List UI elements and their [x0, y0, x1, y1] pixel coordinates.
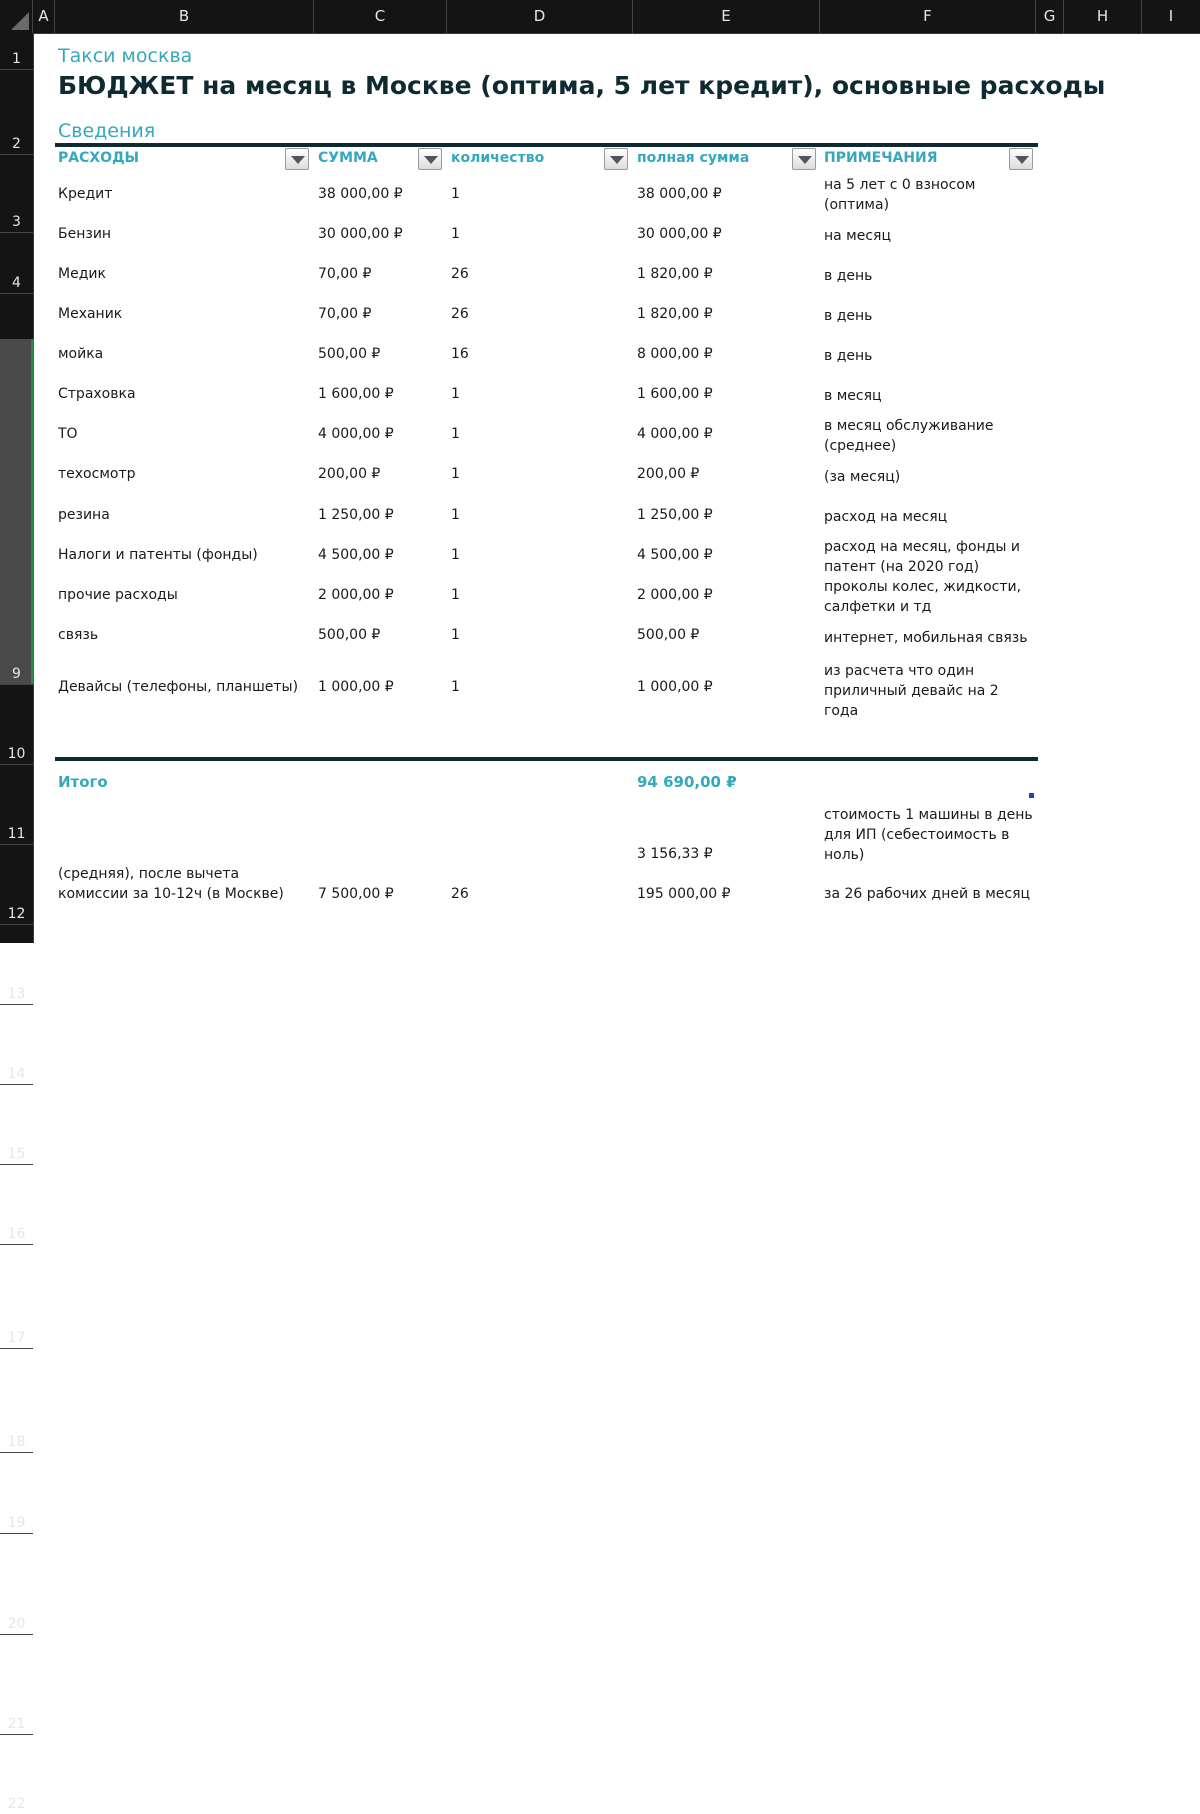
header-notes: ПРИМЕЧАНИЯ — [824, 150, 938, 166]
row-header-13[interactable]: 13 — [0, 499, 33, 1005]
item-note[interactable]: из расчета что один приличный девайс на 2 года — [824, 663, 999, 719]
header-quantity: количество — [451, 150, 545, 166]
filter-amount-button[interactable] — [418, 148, 442, 170]
item-amount[interactable]: 30 000,00 ₽ — [318, 226, 403, 242]
item-full[interactable]: 8 000,00 ₽ — [637, 346, 713, 362]
item-qty[interactable]: 1 — [451, 587, 460, 603]
item-name[interactable]: Девайсы (телефоны, планшеты) — [58, 679, 299, 695]
item-name[interactable]: техосмотр — [58, 466, 136, 482]
item-qty[interactable]: 1 — [451, 426, 460, 442]
item-full[interactable]: 38 000,00 ₽ — [637, 186, 722, 202]
item-amount[interactable]: 2 000,00 ₽ — [318, 587, 394, 603]
row-header-16[interactable]: 16 — [0, 619, 33, 1245]
section-label: Сведения — [58, 120, 156, 142]
item-note[interactable]: на месяц — [824, 228, 892, 244]
row-header-2[interactable]: 2 — [0, 70, 33, 155]
column-header-g[interactable]: G — [1036, 0, 1064, 33]
item-note[interactable]: расход на месяц, фонды и патент (на 2020 год) — [824, 539, 1021, 575]
page-title: БЮДЖЕТ на месяц в Москве (оптима, 5 лет кредит), основные расходы — [58, 71, 1106, 100]
item-amount[interactable]: 70,00 ₽ — [318, 306, 372, 322]
column-header-e[interactable]: E — [633, 0, 820, 33]
item-name[interactable]: Кредит — [58, 186, 113, 202]
item-full[interactable]: 200,00 ₽ — [637, 466, 700, 482]
item-amount[interactable]: 70,00 ₽ — [318, 266, 372, 282]
item-note[interactable]: в день — [824, 268, 873, 284]
column-header-h[interactable]: H — [1064, 0, 1142, 33]
row-header-9[interactable]: 9 — [0, 339, 33, 685]
total-label[interactable]: Итого — [58, 773, 108, 791]
header-top-rule — [55, 143, 1038, 147]
item-qty[interactable]: 26 — [451, 306, 469, 322]
row-header-14[interactable]: 14 — [0, 539, 33, 1085]
item-full[interactable]: 1 820,00 ₽ — [637, 306, 713, 322]
select-all-triangle-icon — [11, 12, 29, 30]
item-qty[interactable]: 1 — [451, 507, 460, 523]
row-header-21[interactable]: 21 — [0, 864, 33, 1735]
total-value[interactable]: 94 690,00 ₽ — [637, 773, 737, 791]
item-full[interactable]: 4 500,00 ₽ — [637, 547, 713, 563]
row-header-22[interactable]: 22 — [7, 1796, 26, 1812]
column-header-c[interactable]: C — [314, 0, 447, 33]
item-full[interactable]: 2 000,00 ₽ — [637, 587, 713, 603]
item-name[interactable]: Медик — [58, 266, 106, 282]
item-qty[interactable]: 1 — [451, 466, 460, 482]
item-full[interactable]: 1 600,00 ₽ — [637, 386, 713, 402]
filter-full-amount-button[interactable] — [792, 148, 816, 170]
fill-handle[interactable] — [1029, 793, 1034, 798]
item-amount[interactable]: 500,00 ₽ — [318, 627, 381, 643]
row-header-3[interactable]: 3 — [0, 118, 33, 233]
filter-expenses-button[interactable] — [285, 148, 309, 170]
column-header-b[interactable]: B — [55, 0, 314, 33]
dropdown-arrow-icon — [610, 156, 624, 164]
subtitle: Такси москва — [58, 45, 193, 67]
item-amount[interactable]: 1 000,00 ₽ — [318, 679, 394, 695]
row-header-4[interactable]: 4 — [0, 148, 33, 294]
column-header-bar — [0, 0, 1200, 34]
header-expenses: РАСХОДЫ — [58, 150, 140, 166]
item-note[interactable]: в месяц — [824, 388, 882, 404]
income-qty[interactable]: 26 — [451, 886, 469, 902]
column-header-a[interactable]: A — [33, 0, 55, 33]
income-label-line1[interactable]: (средняя), после вычета — [58, 866, 240, 882]
item-qty[interactable]: 1 — [451, 186, 460, 202]
row-header-10[interactable]: 10 — [0, 379, 33, 765]
income-label-line2[interactable]: комиссии за 10-12ч (в Москве) — [58, 886, 284, 902]
item-qty[interactable]: 1 — [451, 226, 460, 242]
item-name[interactable]: Налоги и патенты (фонды) — [58, 547, 258, 563]
item-full[interactable]: 1 250,00 ₽ — [637, 507, 713, 523]
dropdown-arrow-icon — [424, 156, 438, 164]
item-note[interactable]: на 5 лет с 0 взносом (оптима) — [824, 177, 976, 213]
item-amount[interactable]: 200,00 ₽ — [318, 466, 381, 482]
item-qty[interactable]: 1 — [451, 386, 460, 402]
total-top-rule — [55, 757, 1038, 761]
dropdown-arrow-icon — [1015, 156, 1029, 164]
item-name[interactable]: Механик — [58, 306, 123, 322]
item-full[interactable]: 4 000,00 ₽ — [637, 426, 713, 442]
item-qty[interactable]: 16 — [451, 346, 469, 362]
row-header-17[interactable]: 17 — [0, 659, 33, 1349]
row-header-1[interactable]: 1 — [0, 33, 33, 70]
header-full-amount: полная сумма — [637, 150, 750, 166]
item-note[interactable]: расход на месяц — [824, 509, 948, 525]
item-note[interactable]: в день — [824, 348, 873, 364]
dropdown-arrow-icon — [291, 156, 305, 164]
header-amount: СУММА — [318, 150, 378, 166]
item-note[interactable]: интернет, мобильная связь — [824, 630, 1028, 646]
item-qty[interactable]: 1 — [451, 627, 460, 643]
filter-quantity-button[interactable] — [604, 148, 628, 170]
item-name[interactable]: связь — [58, 627, 99, 643]
item-full[interactable]: 1 000,00 ₽ — [637, 679, 713, 695]
select-all-corner[interactable] — [0, 0, 33, 33]
item-name[interactable]: мойка — [58, 346, 104, 362]
income-full[interactable]: 195 000,00 ₽ — [637, 886, 731, 902]
item-amount[interactable]: 4 000,00 ₽ — [318, 426, 394, 442]
item-qty[interactable]: 1 — [451, 547, 460, 563]
item-name[interactable]: резина — [58, 507, 110, 523]
item-amount[interactable]: 1 600,00 ₽ — [318, 386, 394, 402]
row-header-11[interactable]: 11 — [0, 419, 33, 845]
row-header-bar — [0, 33, 34, 1812]
item-note[interactable]: проколы колес, жидкости, салфетки и тд — [824, 579, 1022, 615]
column-header-i[interactable]: I — [1168, 7, 1174, 25]
row-header-19[interactable]: 19 — [0, 763, 33, 1534]
item-name[interactable]: ТО — [58, 426, 78, 442]
item-amount[interactable]: 500,00 ₽ — [318, 346, 381, 362]
item-name[interactable]: прочие расходы — [58, 587, 178, 603]
row-header-18[interactable]: 18 — [0, 723, 33, 1453]
daily-cost-note[interactable]: стоимость 1 машины в день для ИП (себестоимость в ноль) — [824, 807, 1033, 863]
row-header-15[interactable]: 15 — [0, 579, 33, 1165]
item-amount[interactable]: 1 250,00 ₽ — [318, 507, 394, 523]
item-name[interactable]: Страховка — [58, 386, 136, 402]
row-header-12[interactable]: 12 — [0, 459, 33, 925]
item-note[interactable]: в день — [824, 308, 873, 324]
filter-notes-button[interactable] — [1009, 148, 1033, 170]
item-full[interactable]: 1 820,00 ₽ — [637, 266, 713, 282]
item-amount[interactable]: 38 000,00 ₽ — [318, 186, 403, 202]
income-note[interactable]: за 26 рабочих дней в месяц — [824, 886, 1031, 902]
item-note[interactable]: (за месяц) — [824, 469, 901, 485]
item-qty[interactable]: 1 — [451, 679, 460, 695]
item-full[interactable]: 500,00 ₽ — [637, 627, 700, 643]
item-qty[interactable]: 26 — [451, 266, 469, 282]
daily-cost-value[interactable]: 3 156,33 ₽ — [637, 846, 713, 862]
column-header-d[interactable]: D — [447, 0, 633, 33]
column-header-f[interactable]: F — [820, 0, 1036, 33]
item-amount[interactable]: 4 500,00 ₽ — [318, 547, 394, 563]
item-full[interactable]: 30 000,00 ₽ — [637, 226, 722, 242]
row-header-20[interactable]: 20 — [0, 804, 33, 1635]
income-amount[interactable]: 7 500,00 ₽ — [318, 886, 394, 902]
item-note[interactable]: в месяц обслуживание (среднее) — [824, 418, 994, 454]
item-name[interactable]: Бензин — [58, 226, 112, 242]
dropdown-arrow-icon — [798, 156, 812, 164]
